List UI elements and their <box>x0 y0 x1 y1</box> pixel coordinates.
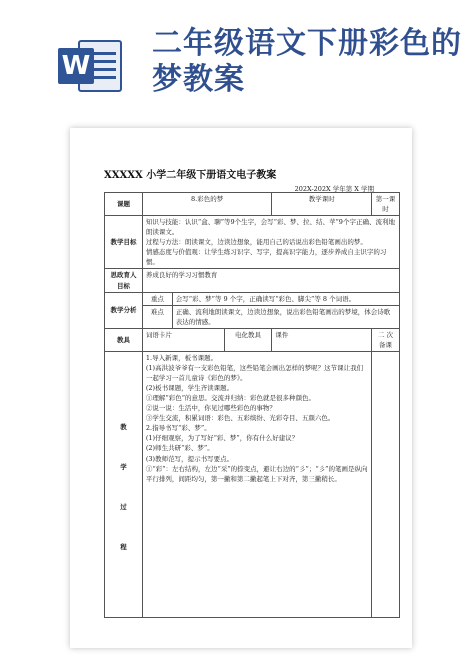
header-banner <box>0 0 474 120</box>
topic-label: 课题 <box>105 193 143 216</box>
media-label: 电化教具 <box>224 328 272 351</box>
goal-line: 过程与方法：朗读课文，边读边想象，能用自己的话说出彩色铅笔画出的梦。 <box>145 238 367 247</box>
process-line: (2)板书课题，学生齐读课题。 <box>145 384 234 393</box>
table-row <box>105 193 400 216</box>
goal-line: 情感态度与价值观：让学生练习识字、写字，提高识字能力，逐步养成自主识字的习惯。 <box>145 248 387 267</box>
moral-goal-value: 养成良好的学习习惯教育 <box>142 269 399 292</box>
process-line: ③学生交流，积累词语：彩色、五彩缤纷、光彩夺目、五颜六色。 <box>145 414 335 423</box>
goals-cell <box>142 216 399 269</box>
key-point-label: 重点 <box>142 292 172 305</box>
process-line: (1)高洪波爷爷有一支彩色铅笔，这些铅笔会画出怎样的梦呢？这节课让我们一起学习一首儿童诗《彩色的梦》。 <box>145 363 364 382</box>
table-row <box>105 216 400 269</box>
process-line: 2.指导书写“彩、梦”。 <box>145 424 211 433</box>
table-row <box>105 351 400 617</box>
analysis-label: 教学分析 <box>105 292 143 328</box>
period-label: 教学课时 <box>272 193 372 216</box>
process-label: 教 学 过 程 <box>105 351 143 617</box>
key-point-value: 会写“彩、梦”等 9 个字，正确读写“彩色、脚尖”等 8 个词语。 <box>172 292 399 305</box>
page-title: XXXXX 小学二年级下册语文电子教案 <box>104 170 277 181</box>
tools-label: 教具 <box>105 328 143 351</box>
lesson-plan-table <box>104 192 400 618</box>
process-line: ①“彩”：左右结构，左边“采”的捺变点，避让右边的“彡”；“彡”的笔画是纵向平行排列，间距均匀，第一撇和第二撇起笔上下对齐，第三撇稍长。 <box>145 464 368 483</box>
table-row <box>105 328 400 351</box>
second-prep-column <box>372 351 400 617</box>
table-row <box>105 292 400 305</box>
goal-line: 知识与技能：认识“盒、聊”等9个生字，会写“彩、梦、拉、结、苹”9个字正确、流利地朗读课文。 <box>145 218 395 237</box>
document-title: 二年级语文下册彩色的梦教案 <box>152 26 462 97</box>
word-letter: W <box>58 48 94 84</box>
word-document-icon <box>58 38 124 94</box>
process-line: (2)师生共研“彩、梦”。 <box>145 444 214 453</box>
difficulty-label: 难点 <box>142 305 172 328</box>
process-content <box>142 351 371 617</box>
second-prep-label: 二 次备课 <box>372 328 400 351</box>
semester-label: 202X-202X 学年第 X 学期 <box>294 185 374 193</box>
topic-value: 8.彩色的梦 <box>142 193 272 216</box>
difficulty-value: 正确、流利地朗读课文，边读边想象，说出彩色铅笔画出的梦境，体会诗歌表达的情感。 <box>172 305 399 328</box>
process-line: (1)仔细观察，为了写好“彩、梦”，你有什么好建议？ <box>145 434 299 443</box>
process-line: 1.导入新课，板书课题。 <box>145 353 218 362</box>
process-line: ①理解“彩色”的意思。交流并归纳：彩色就是很多种颜色。 <box>145 394 316 403</box>
goals-label: 教学目标 <box>105 216 143 269</box>
document-page <box>70 128 412 648</box>
period-value: 第一课时 <box>372 193 400 216</box>
media-value: 课件 <box>272 328 372 351</box>
table-row <box>105 305 400 328</box>
moral-goal-label: 思政育人目标 <box>105 269 143 292</box>
process-line: (3)教师范写，提示书写要点。 <box>145 454 234 463</box>
tools-value: 词语卡片 <box>142 328 224 351</box>
process-line: ②说一说：生活中，你见过哪些彩色的事物？ <box>145 404 276 413</box>
table-row <box>105 269 400 292</box>
